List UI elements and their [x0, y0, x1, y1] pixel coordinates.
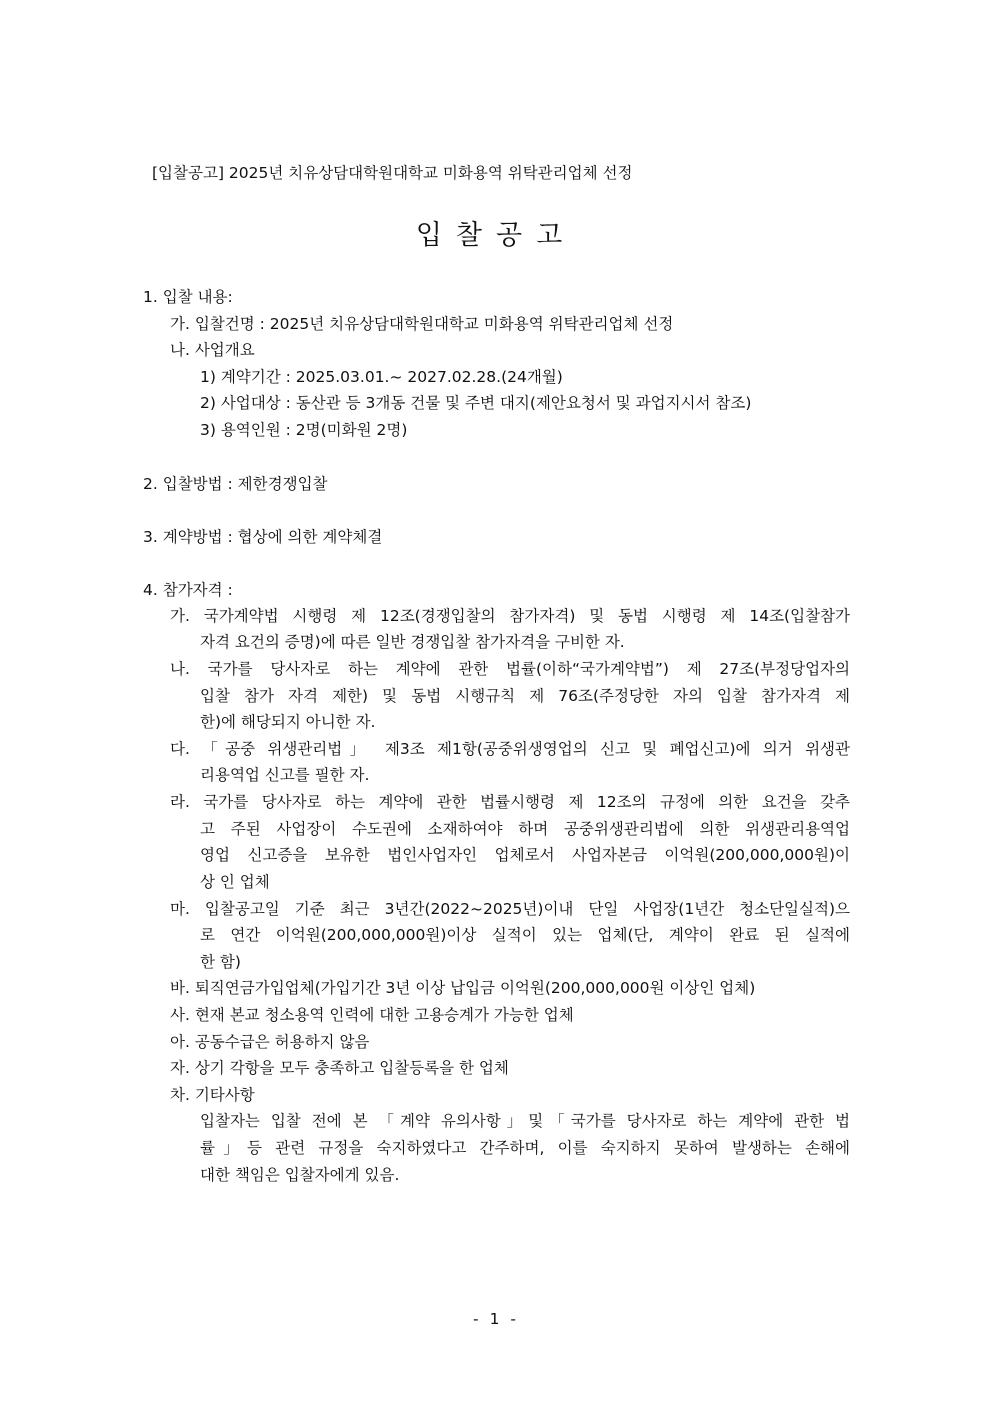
- section-4-item-na-line-2: 입찰 참가 자격 제한) 및 동법 시행규칙 제 76조(주정당한 자의 입찰 참가자격 제: [200, 687, 850, 705]
- section-1-subitem-1: 1) 계약기간 : 2025.03.01.~ 2027.02.28.(24개월): [200, 368, 563, 386]
- section-1-item-ga: 가. 입찰건명 : 2025년 치유상담대학원대학교 미화용역 위탁관리업체 선정: [170, 315, 674, 333]
- document-title: 입찰공고: [415, 220, 577, 251]
- notice-header: [입찰공고] 2025년 치유상담대학원대학교 미화용역 위탁관리업체 선정: [152, 164, 633, 182]
- section-4-item-da-line-2: 리용역업 신고를 필한 자.: [200, 766, 370, 784]
- section-3: 3. 계약방법 : 협상에 의한 계약체결: [143, 528, 383, 546]
- section-4-item-cha-line-1: 입찰자는 입찰 전에 본 「계약 유의사항」및「국가를 당사자로 하는 계약에 관한 법: [200, 1112, 850, 1130]
- section-1-item-na: 나. 사업개요: [170, 341, 255, 359]
- section-4-heading: 4. 참가자격 :: [143, 581, 233, 599]
- section-4-item-ba: 바. 퇴직연금가입업체(가입기간 3년 이상 납입금 이억원(200,000,000원 이상인 업체): [170, 979, 756, 997]
- section-4-item-cha-line-2: 률」등 관련 규정을 숙지하였다고 간주하며, 이를 숙지하지 못하여 발생하는 손해에: [200, 1139, 850, 1157]
- section-4-item-ra-line-2: 고 주된 사업장이 수도권에 소재하여야 하며 공중위생관리법에 의한 위생관리용역업: [200, 820, 850, 838]
- section-4-item-cha: 차. 기타사항: [170, 1086, 255, 1104]
- section-4-item-cha-line-3: 대한 책임은 입찰자에게 있음.: [200, 1166, 400, 1184]
- section-4-item-na-line-3: 한)에 해당되지 아니한 자.: [200, 713, 376, 731]
- section-4-item-a: 아. 공동수급은 허용하지 않음: [170, 1033, 370, 1051]
- section-4-item-ga-line-2: 자격 요건의 증명)에 따른 일반 경쟁입찰 참가자격을 구비한 자.: [200, 633, 625, 651]
- section-4-item-ra-line-1: 라. 국가를 당사자로 하는 계약에 관한 법률시행령 제 12조의 규정에 의한 요건을 갖추: [170, 793, 850, 811]
- section-4-item-na-line-1: 나. 국가를 당사자로 하는 계약에 관한 법률(이하“국가계약법”) 제 27조(부정당업자의: [170, 660, 850, 678]
- section-1-subitem-3: 3) 용역인원 : 2명(미화원 2명): [200, 421, 408, 439]
- section-2: 2. 입찰방법 : 제한경쟁입찰: [143, 475, 328, 493]
- section-1-heading: 1. 입찰 내용:: [143, 288, 233, 306]
- section-4-item-ja: 자. 상기 각항을 모두 충족하고 입찰등록을 한 업체: [170, 1059, 509, 1077]
- section-4-item-ga-line-1: 가. 국가계약법 시행령 제 12조(경쟁입찰의 참가자격) 및 동법 시행령 제 14조(입찰참가: [170, 607, 850, 625]
- section-4-item-sa: 사. 현재 본교 청소용역 인력에 대한 고용승계가 가능한 업체: [170, 1006, 574, 1024]
- section-4-item-ma-line-1: 마. 입찰공고일 기준 최근 3년간(2022~2025년)이내 단일 사업장(1년간 청소단일실적)으: [170, 900, 850, 918]
- section-4-item-da-line-1: 다. 「공중 위생관리법」 제3조 제1항(공중위생영업의 신고 및 폐업신고)에 의거 위생관: [170, 740, 850, 758]
- section-4-item-ra-line-4: 상 인 업체: [200, 873, 270, 891]
- section-4-item-ra-line-3: 영업 신고증을 보유한 법인사업자인 업체로서 사업자본금 이억원(200,000,000원)이: [200, 846, 850, 864]
- section-4-item-ma-line-2: 로 연간 이억원(200,000,000원)이상 실적이 있는 업체(단, 계약이 완료 된 실적에: [200, 926, 850, 944]
- page-number: - 1 -: [473, 1310, 519, 1328]
- section-4-item-ma-line-3: 한 함): [200, 953, 241, 971]
- section-1-subitem-2: 2) 사업대상 : 동산관 등 3개동 건물 및 주변 대지(제안요청서 및 과업지시서 참조): [200, 394, 752, 412]
